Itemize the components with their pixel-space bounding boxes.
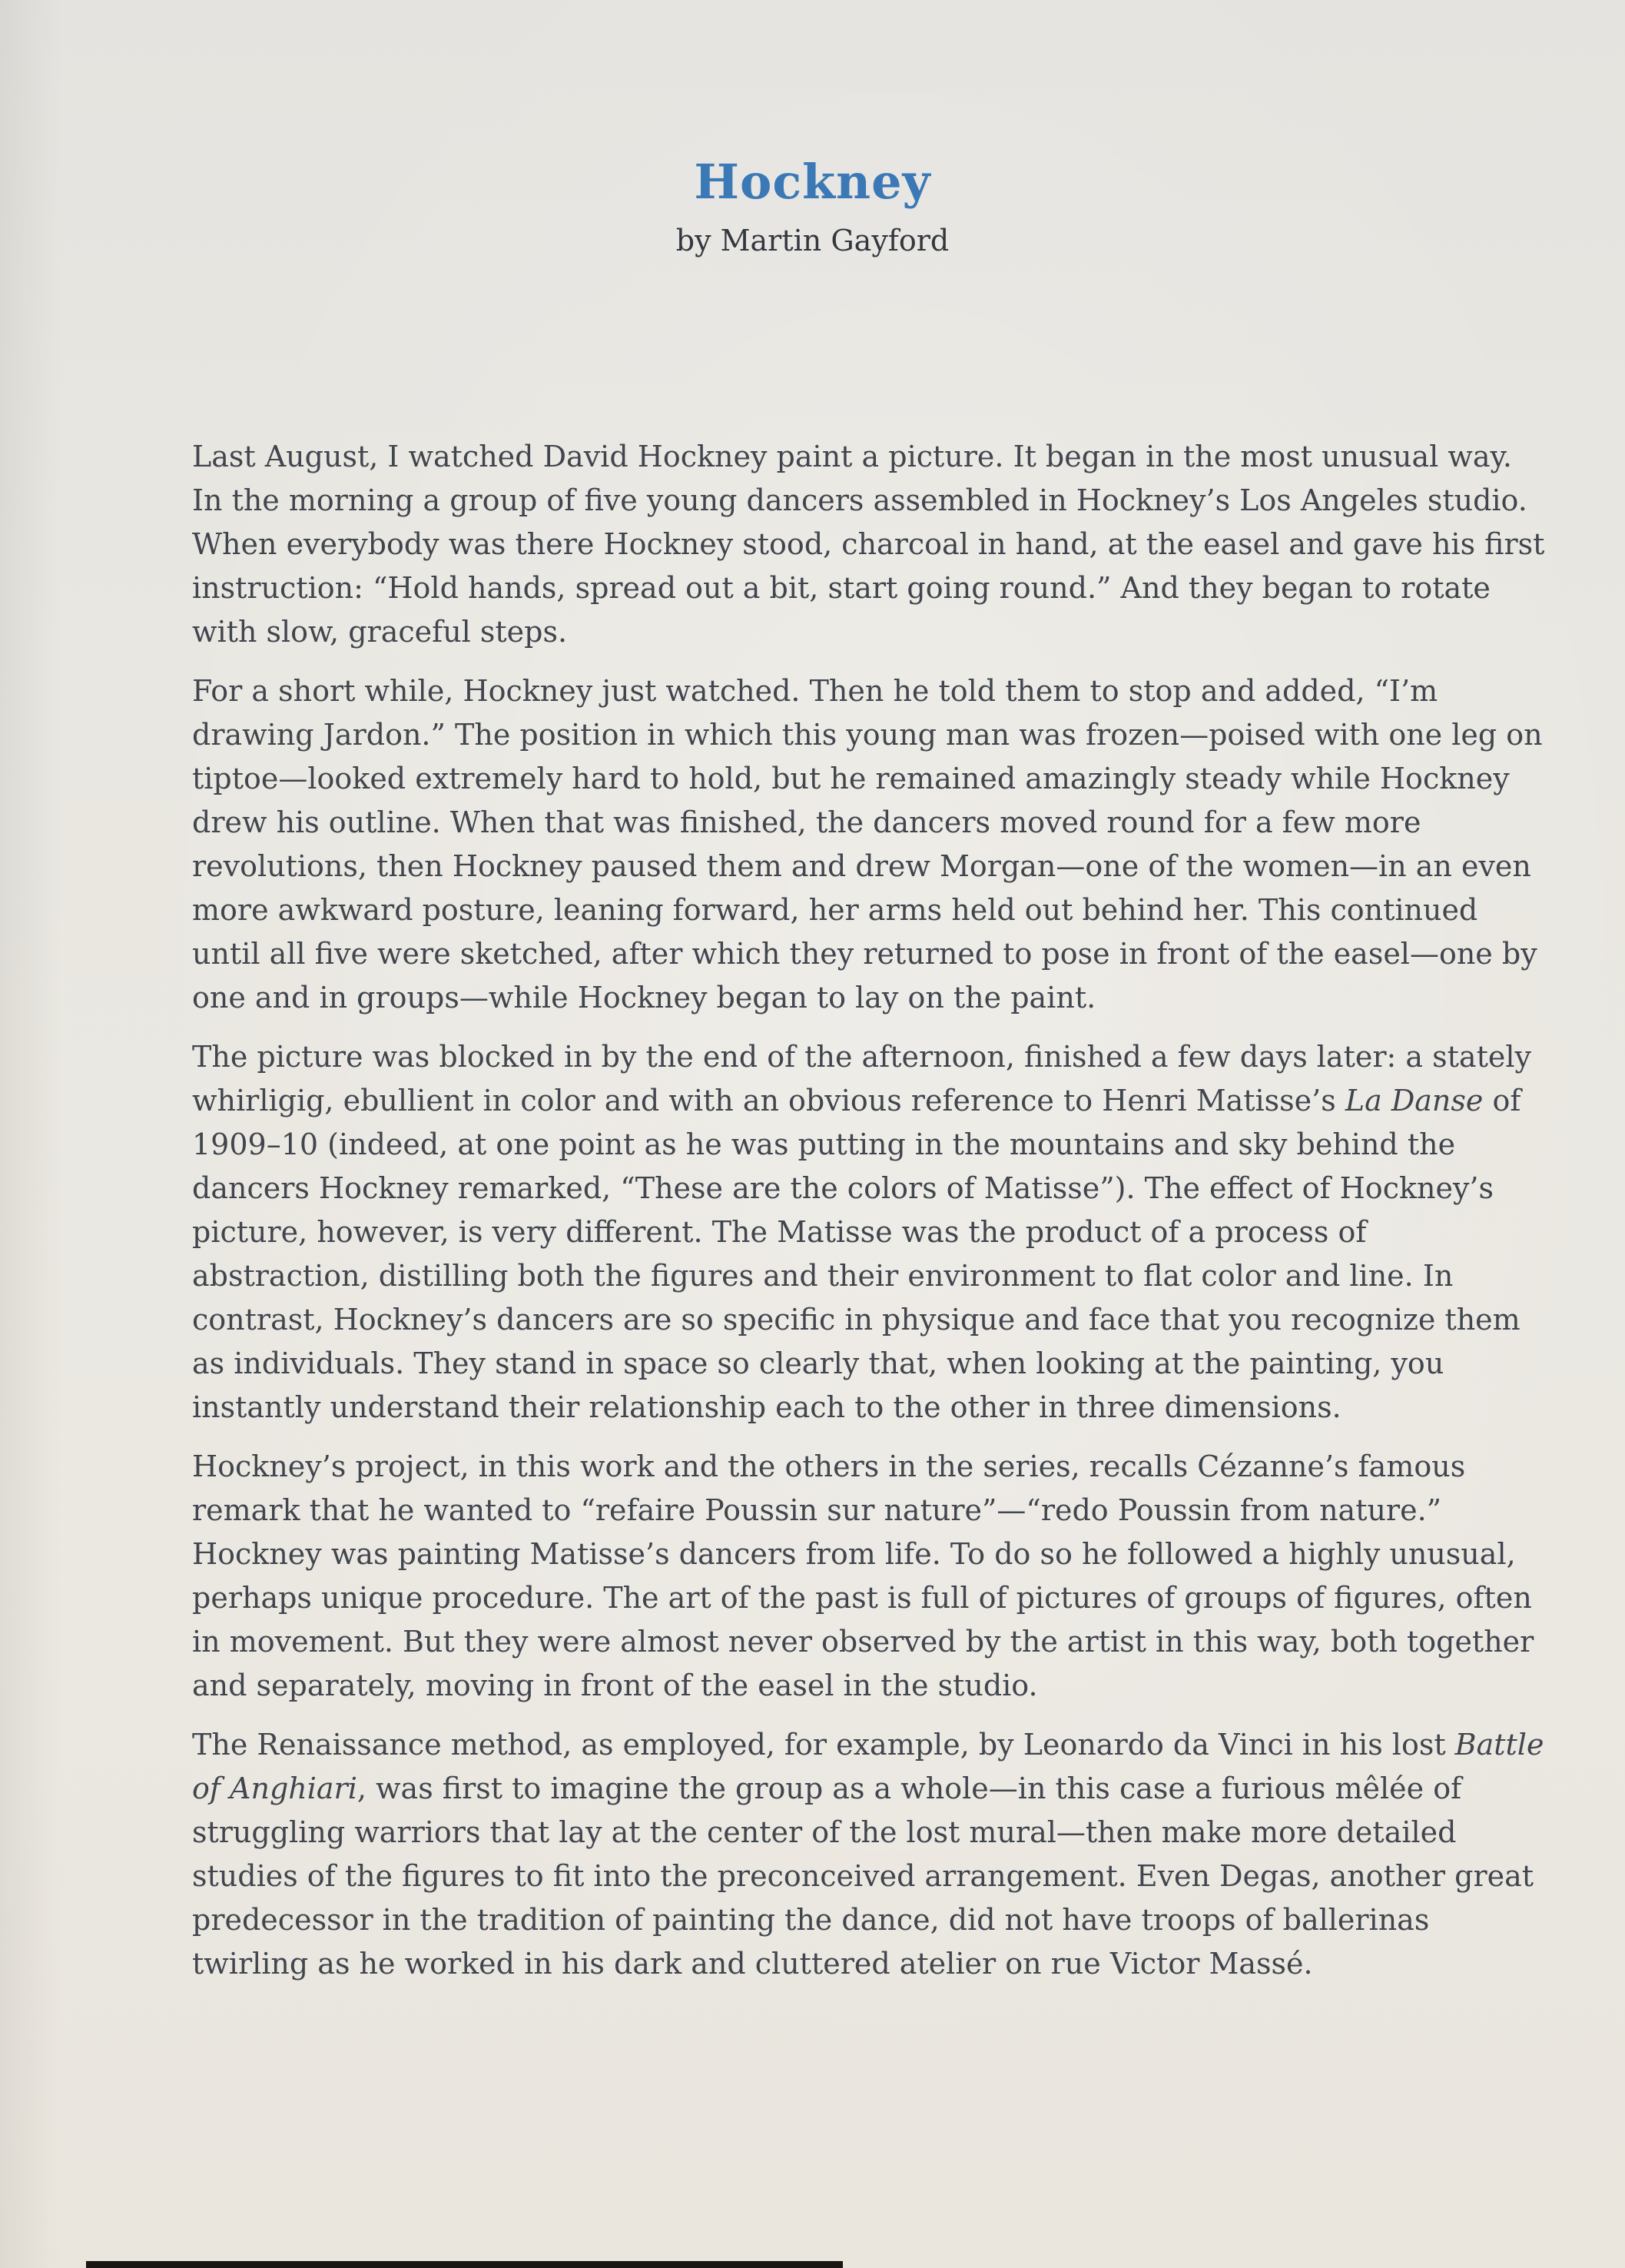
body-paragraph bbox=[192, 435, 1546, 654]
text-run: The picture was blocked in by the end of the afternoon, finished a few days later: a stately whirligig, ebullient in color and with an obvious reference to Henri Matisse’s bbox=[192, 1039, 1531, 1117]
italic-text-run: La Danse bbox=[1345, 1083, 1484, 1117]
text-run: of 1909–10 (indeed, at one point as he was putting in the mountains and sky behind the dancers Hockney remarked, “These are the colors of Matisse”). The effect of Hockney’s picture, however, is very different. The Matisse was the product of a process of abstraction, distilling both the figures and their environment to flat color and line. In contrast, Hockney’s dancers are so specific in physique and face that you recognize them as individuals. They stand in space so clearly that, when looking at the painting, you instantly understand their relationship each to the other in three dimensions. bbox=[192, 1083, 1521, 1424]
text-run: Hockney’s project, in this work and the others in the series, recalls Cézanne’s famous remark that he wanted to “refaire Poussin sur nature”—“redo Poussin from nature.” Hockney was painting Matisse’s dancers from life. To do so he followed a highly unusual, perhaps unique procedure. The art of the past is full of pictures of groups of figures, often in movement. But they were almost never observed by the artist in this way, both together and separately, moving in front of the easel in the studio. bbox=[192, 1449, 1534, 1702]
book-edge-shadow bbox=[86, 2261, 843, 2268]
byline: by Martin Gayford bbox=[675, 224, 950, 258]
body-paragraph bbox=[192, 669, 1546, 1020]
page-title: Hockney bbox=[694, 154, 931, 210]
text-run: For a short while, Hockney just watched. Then he told them to stop and added, “I’m drawing Jardon.” The position in which this young man was frozen—poised with one leg on tiptoe—looked extremely hard to hold, but he remained amazingly steady while Hockney drew his outline. When that was finished, the dancers moved round for a few more revolutions, then Hockney paused them and drew Morgan—one of the women—in an even more awkward posture, leaning forward, her arms held out behind her. This continued until all five were sketched, after which they returned to pose in front of the easel—one by one and in groups—while Hockney began to lay on the paint. bbox=[192, 673, 1543, 1014]
text-run: , was first to imagine the group as a whole—in this case a furious mêlée of struggling warriors that lay at the center of the lost mural—then make more detailed studies of the figures to fit into the preconceived arrangement. Even Degas, another great predecessor in the tradition of painting the dance, did not have troops of ballerinas twirling as he worked in his dark and cluttered atelier on rue Victor Massé. bbox=[192, 1771, 1534, 1981]
text-run: Last August, I watched David Hockney paint a picture. It began in the most unusual way. In the morning a group of five young dancers assembled in Hockney’s Los Angeles studio. When everybody was there Hockney stood, charcoal in hand, at the easel and gave his first instruction: “Hold hands, spread out a bit, start going round.” And they began to rotate with slow, graceful steps. bbox=[192, 439, 1545, 649]
article-body bbox=[192, 435, 1546, 1986]
text-run: The Renaissance method, as employed, for example, by Leonardo da Vinci in his lost bbox=[192, 1727, 1455, 1762]
body-paragraph bbox=[192, 1723, 1546, 1986]
body-paragraph bbox=[192, 1035, 1546, 1430]
body-paragraph bbox=[192, 1445, 1546, 1708]
italic-text-run: Battle of Anghiari bbox=[192, 1727, 1544, 1805]
